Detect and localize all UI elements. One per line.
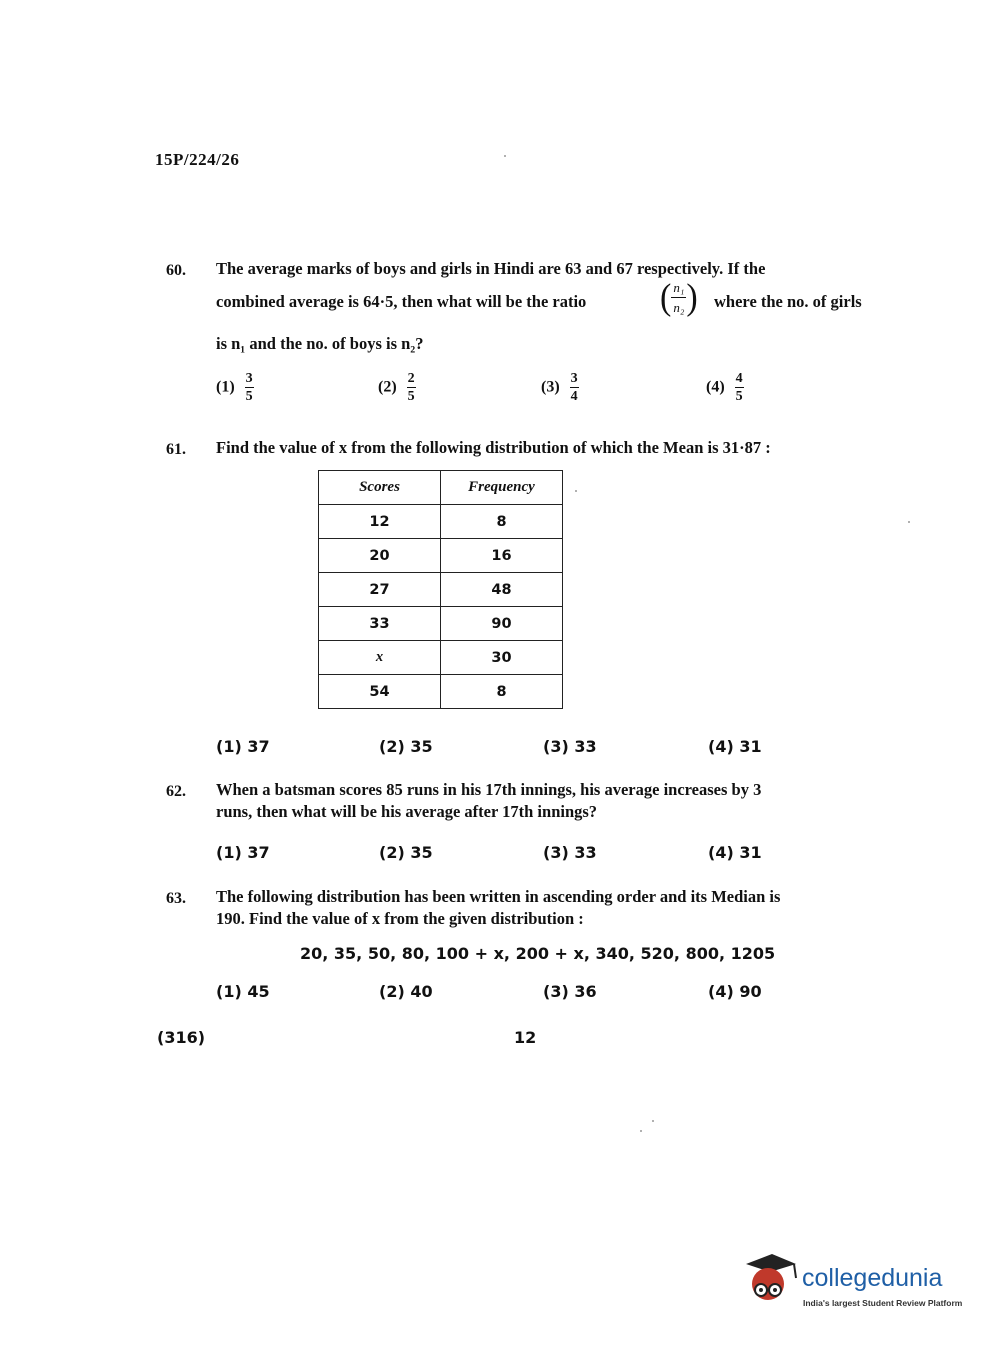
frequency-cell: 8: [441, 505, 563, 539]
table-header-frequency: Frequency: [441, 471, 563, 505]
ratio-numerator: n₁: [671, 280, 686, 298]
q63-option-4: (4) 90: [708, 982, 762, 1001]
frequency-cell: 30: [441, 641, 563, 675]
question-60-number: 60.: [166, 262, 186, 279]
q60-option-4: [706, 372, 744, 404]
score-cell: 12: [319, 505, 441, 539]
q61-option-4: (4) 31: [708, 737, 762, 756]
q63-option-3: (3) 36: [543, 982, 597, 1001]
frequency-cell: 48: [441, 573, 563, 607]
q61-option-2: (2) 35: [379, 737, 433, 756]
score-cell: 27: [319, 573, 441, 607]
option-denominator: 4: [570, 389, 578, 404]
option-numerator: 3: [245, 371, 253, 386]
q61-option-1: (1) 37: [216, 737, 270, 756]
page-number: 12: [514, 1028, 537, 1047]
question-60-line-2: combined average is 64·5, then what will be the ratio: [216, 292, 587, 311]
option-numerator: 2: [407, 371, 415, 386]
question-62-line-1: When a batsman scores 85 runs in his 17th innings, his average increases by 3: [216, 780, 762, 799]
question-63-number: 63.: [166, 890, 186, 907]
q62-option-3: (3) 33: [543, 843, 597, 862]
table-row: [319, 539, 563, 573]
question-62-number: 62.: [166, 783, 186, 800]
scan-speck: [640, 1130, 642, 1132]
q62-option-4: (4) 31: [708, 843, 762, 862]
paper-code: 15P/224/26: [155, 150, 240, 169]
brand-name: collegedunia: [802, 1264, 943, 1292]
frequency-cell: 90: [441, 607, 563, 641]
ratio-fraction: [660, 277, 698, 318]
q63-option-2: (2) 40: [379, 982, 433, 1001]
question-60-line-2b: where the no. of girls: [714, 292, 862, 311]
table-row: [319, 641, 563, 675]
scan-speck: [504, 155, 506, 157]
table-row: [319, 607, 563, 641]
option-denominator: 5: [407, 389, 415, 404]
question-61-number: 61.: [166, 441, 186, 458]
distribution-table: [318, 470, 563, 709]
frequency-cell: 16: [441, 539, 563, 573]
option-label: (4): [706, 378, 725, 396]
q62-option-2: (2) 35: [379, 843, 433, 862]
option-label: (2): [378, 378, 397, 396]
question-63-line-2: 190. Find the value of x from the given distribution :: [216, 909, 584, 928]
q60-option-2: [378, 372, 416, 404]
right-paren: ): [686, 277, 698, 318]
q60-option-3: [541, 372, 579, 404]
footer-code: (316): [157, 1028, 206, 1047]
question-60-line-1: The average marks of boys and girls in Hindi are 63 and 67 respectively. If the: [216, 259, 766, 278]
question-62-line-2: runs, then what will be his average after 17th innings?: [216, 802, 598, 821]
option-numerator: 4: [735, 371, 743, 386]
scan-speck: [908, 521, 910, 523]
option-denominator: 5: [735, 389, 743, 404]
table-row: [319, 675, 563, 709]
question-60-line-3: is n₁ and the no. of boys is n₂?: [216, 334, 424, 353]
table-header-scores: Scores: [319, 471, 441, 505]
option-denominator: 5: [245, 389, 253, 404]
table-row: [319, 573, 563, 607]
ratio-denominator: n₂: [673, 300, 685, 315]
scan-speck: [575, 490, 577, 492]
collegedunia-mascot-icon: [738, 1250, 800, 1312]
scan-speck: [652, 1120, 654, 1122]
median-series: 20, 35, 50, 80, 100 + x, 200 + x, 340, 520, 800, 1205: [300, 944, 776, 963]
left-paren: (: [660, 277, 672, 318]
table-row: [319, 505, 563, 539]
q60-option-1: [216, 372, 254, 404]
q62-option-1: (1) 37: [216, 843, 270, 862]
question-63-line-1: The following distribution has been written in ascending order and its Median is: [216, 887, 781, 906]
option-numerator: 3: [570, 371, 578, 386]
frequency-cell: 8: [441, 675, 563, 709]
brand-tagline: India's largest Student Review Platform: [803, 1298, 963, 1308]
question-61-text: Find the value of x from the following distribution of which the Mean is 31·87 :: [216, 438, 771, 457]
score-cell: 20: [319, 539, 441, 573]
q61-option-3: (3) 33: [543, 737, 597, 756]
option-label: (3): [541, 378, 560, 396]
option-label: (1): [216, 378, 235, 396]
score-cell: x: [319, 641, 441, 675]
score-cell: 54: [319, 675, 441, 709]
q63-option-1: (1) 45: [216, 982, 270, 1001]
score-cell: 33: [319, 607, 441, 641]
